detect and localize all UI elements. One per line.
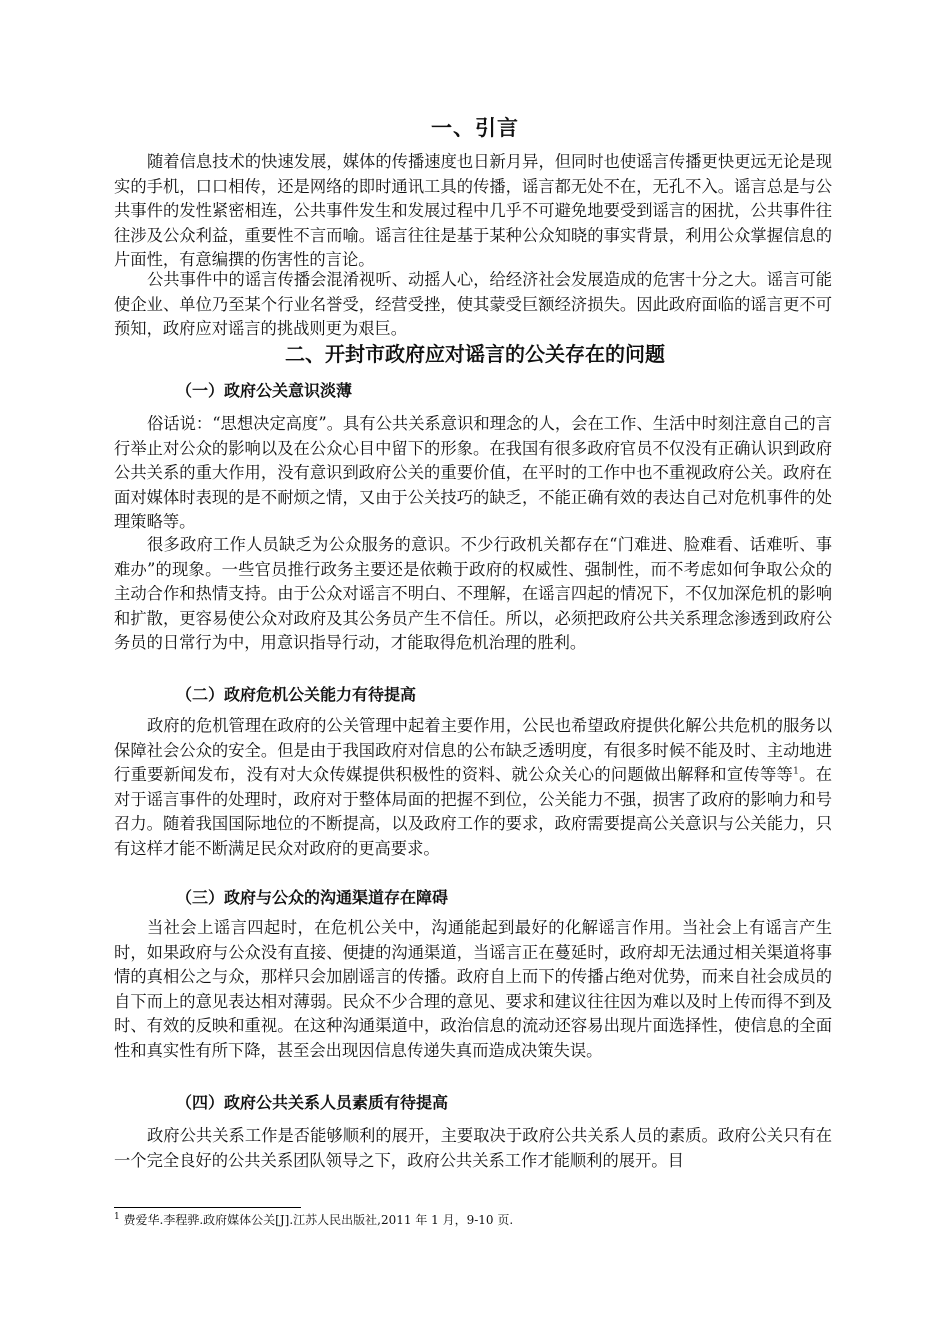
section-1-paragraph-2: 公共事件中的谣言传播会混淆视听、动摇人心，给经济社会发展造成的危害十分之大。谣言可能使企业、单位乃至某个行业名誉受，经营受挫，使其蒙受巨额经济损失。因此政府面临的谣言更不可预知，政府应对谣言的挑战则更为艰巨。 <box>114 270 832 338</box>
section-2-heading: 二、开封市政府应对谣言的公关存在的问题 <box>285 342 665 366</box>
subsection-3-paragraph-1: 当社会上谣言四起时，在危机公关中，沟通能起到最好的化解谣言作用。当社会上有谣言产生时，如果政府与公众没有直接、便捷的沟通渠道，当谣言正在蔓延时，政府却无法通过相关渠道将事情的真相公之与众，那样只会加剧谣言的传播。政府自上而下的传播占绝对优势，而来自社会成员的自下而上的意见表达相对薄弱。民众不少合理的意见、要求和建议往往因为难以及时上传而得不到及时、有效的反映和重视。在这种沟通渠道中，政治信息的流动还容易出现片面选择性，使信息的全面性和真实性有所下降，甚至会出现因信息传递失真而造成决策失误。 <box>114 918 832 1060</box>
subsection-4-paragraph-1: 政府公共关系工作是否能够顺利的展开，主要取决于政府公共关系人员的素质。政府公关只有在一个完全良好的公共关系团队领导之下，政府公共关系工作才能顺利的展开。目 <box>114 1126 832 1170</box>
subsection-4-heading: （四）政府公共关系人员素质有待提高 <box>176 1093 449 1112</box>
subsection-2-heading: （二）政府危机公关能力有待提高 <box>176 685 417 704</box>
footnote-reference: 1 <box>793 766 799 777</box>
subsection-1-paragraph-1: 俗话说：“思想决定高度”。具有公共关系意识和理念的人，会在工作、生活中时刻注意自己的言行举止对公众的影响以及在公众心目中留下的形象。在我国有很多政府官员不仅没有正确认识到政府公共关系的重大作用，没有意识到政府公关的重要价值，在平时的工作中也不重视政府公关。政府在面对媒体时表现的是不耐烦之情，又由于公关技巧的缺乏，不能正确有效的表达自己对危机事件的处理策略等。 <box>114 414 832 531</box>
footnote-mark: 1 <box>114 1212 120 1222</box>
subsection-2-text-before-note: 政府的危机管理在政府的公关管理中起着主要作用，公民也希望政府提供化解公共危机的服务以保障社会公众的安全。但是由于我国政府对信息的公布缺乏透明度，有很多时候不能及时、主动地进行重要新闻发布，没有对大众传媒提供积极性的资料、就公众关心的问题做出解释和宣传等等 <box>114 716 832 784</box>
section-1-heading: 一、引言 <box>431 116 519 140</box>
subsection-3-heading: （三）政府与公众的沟通渠道存在障碍 <box>176 888 449 907</box>
subsection-2-text-after-note: 。在对于谣言事件的处理时，政府对于整体局面的把握不到位，公关能力不强，损害了政府的影响力和号召力。随着我国国际地位的不断提高，以及政府工作的要求，政府需要提高公关意识与公关能力，只有这样才能不断满足民众对政府的更高要求。 <box>114 765 832 858</box>
section-1-paragraph-1: 随着信息技术的快速发展，媒体的传播速度也日新月异，但同时也使谣言传播更快更远无论是现实的手机，口口相传，还是网络的即时通讯工具的传播，谣言都无处不在，无孔不入。谣言总是与公共事件的发性紧密相连，公共事件发生和发展过程中几乎不可避免地要受到谣言的困扰，公共事件往往涉及公众利益，重要性不言而喻。谣言往往是基于某种公众知晓的事实背景，利用公众掌握信息的片面性，有意编撰的伤害性的言论。 <box>114 152 832 269</box>
subsection-2-paragraph-1 <box>114 714 832 861</box>
footnote <box>114 1211 513 1228</box>
footnote-text: 费爱华.李程骅.政府媒体公关[J].江苏人民出版社,2011 年 1 月，9-10 页. <box>119 1213 514 1227</box>
footnote-divider <box>114 1207 301 1208</box>
subsection-1-heading: （一）政府公关意识淡薄 <box>176 381 353 400</box>
subsection-1-paragraph-2: 很多政府工作人员缺乏为公众服务的意识。不少行政机关都存在“门难进、脸难看、话难听、事难办”的现象。一些官员推行政务主要还是依赖于政府的权威性、强制性，而不考虑如何争取公众的主动合作和热情支持。由于公众对谣言不明白、不理解，在谣言四起的情况下，不仅加深危机的影响和扩散，更容易使公众对政府及其公务员产生不信任。所以，必须把政府公共关系理念渗透到政府公务员的日常行为中，用意识指导行动，才能取得危机治理的胜利。 <box>114 535 832 652</box>
